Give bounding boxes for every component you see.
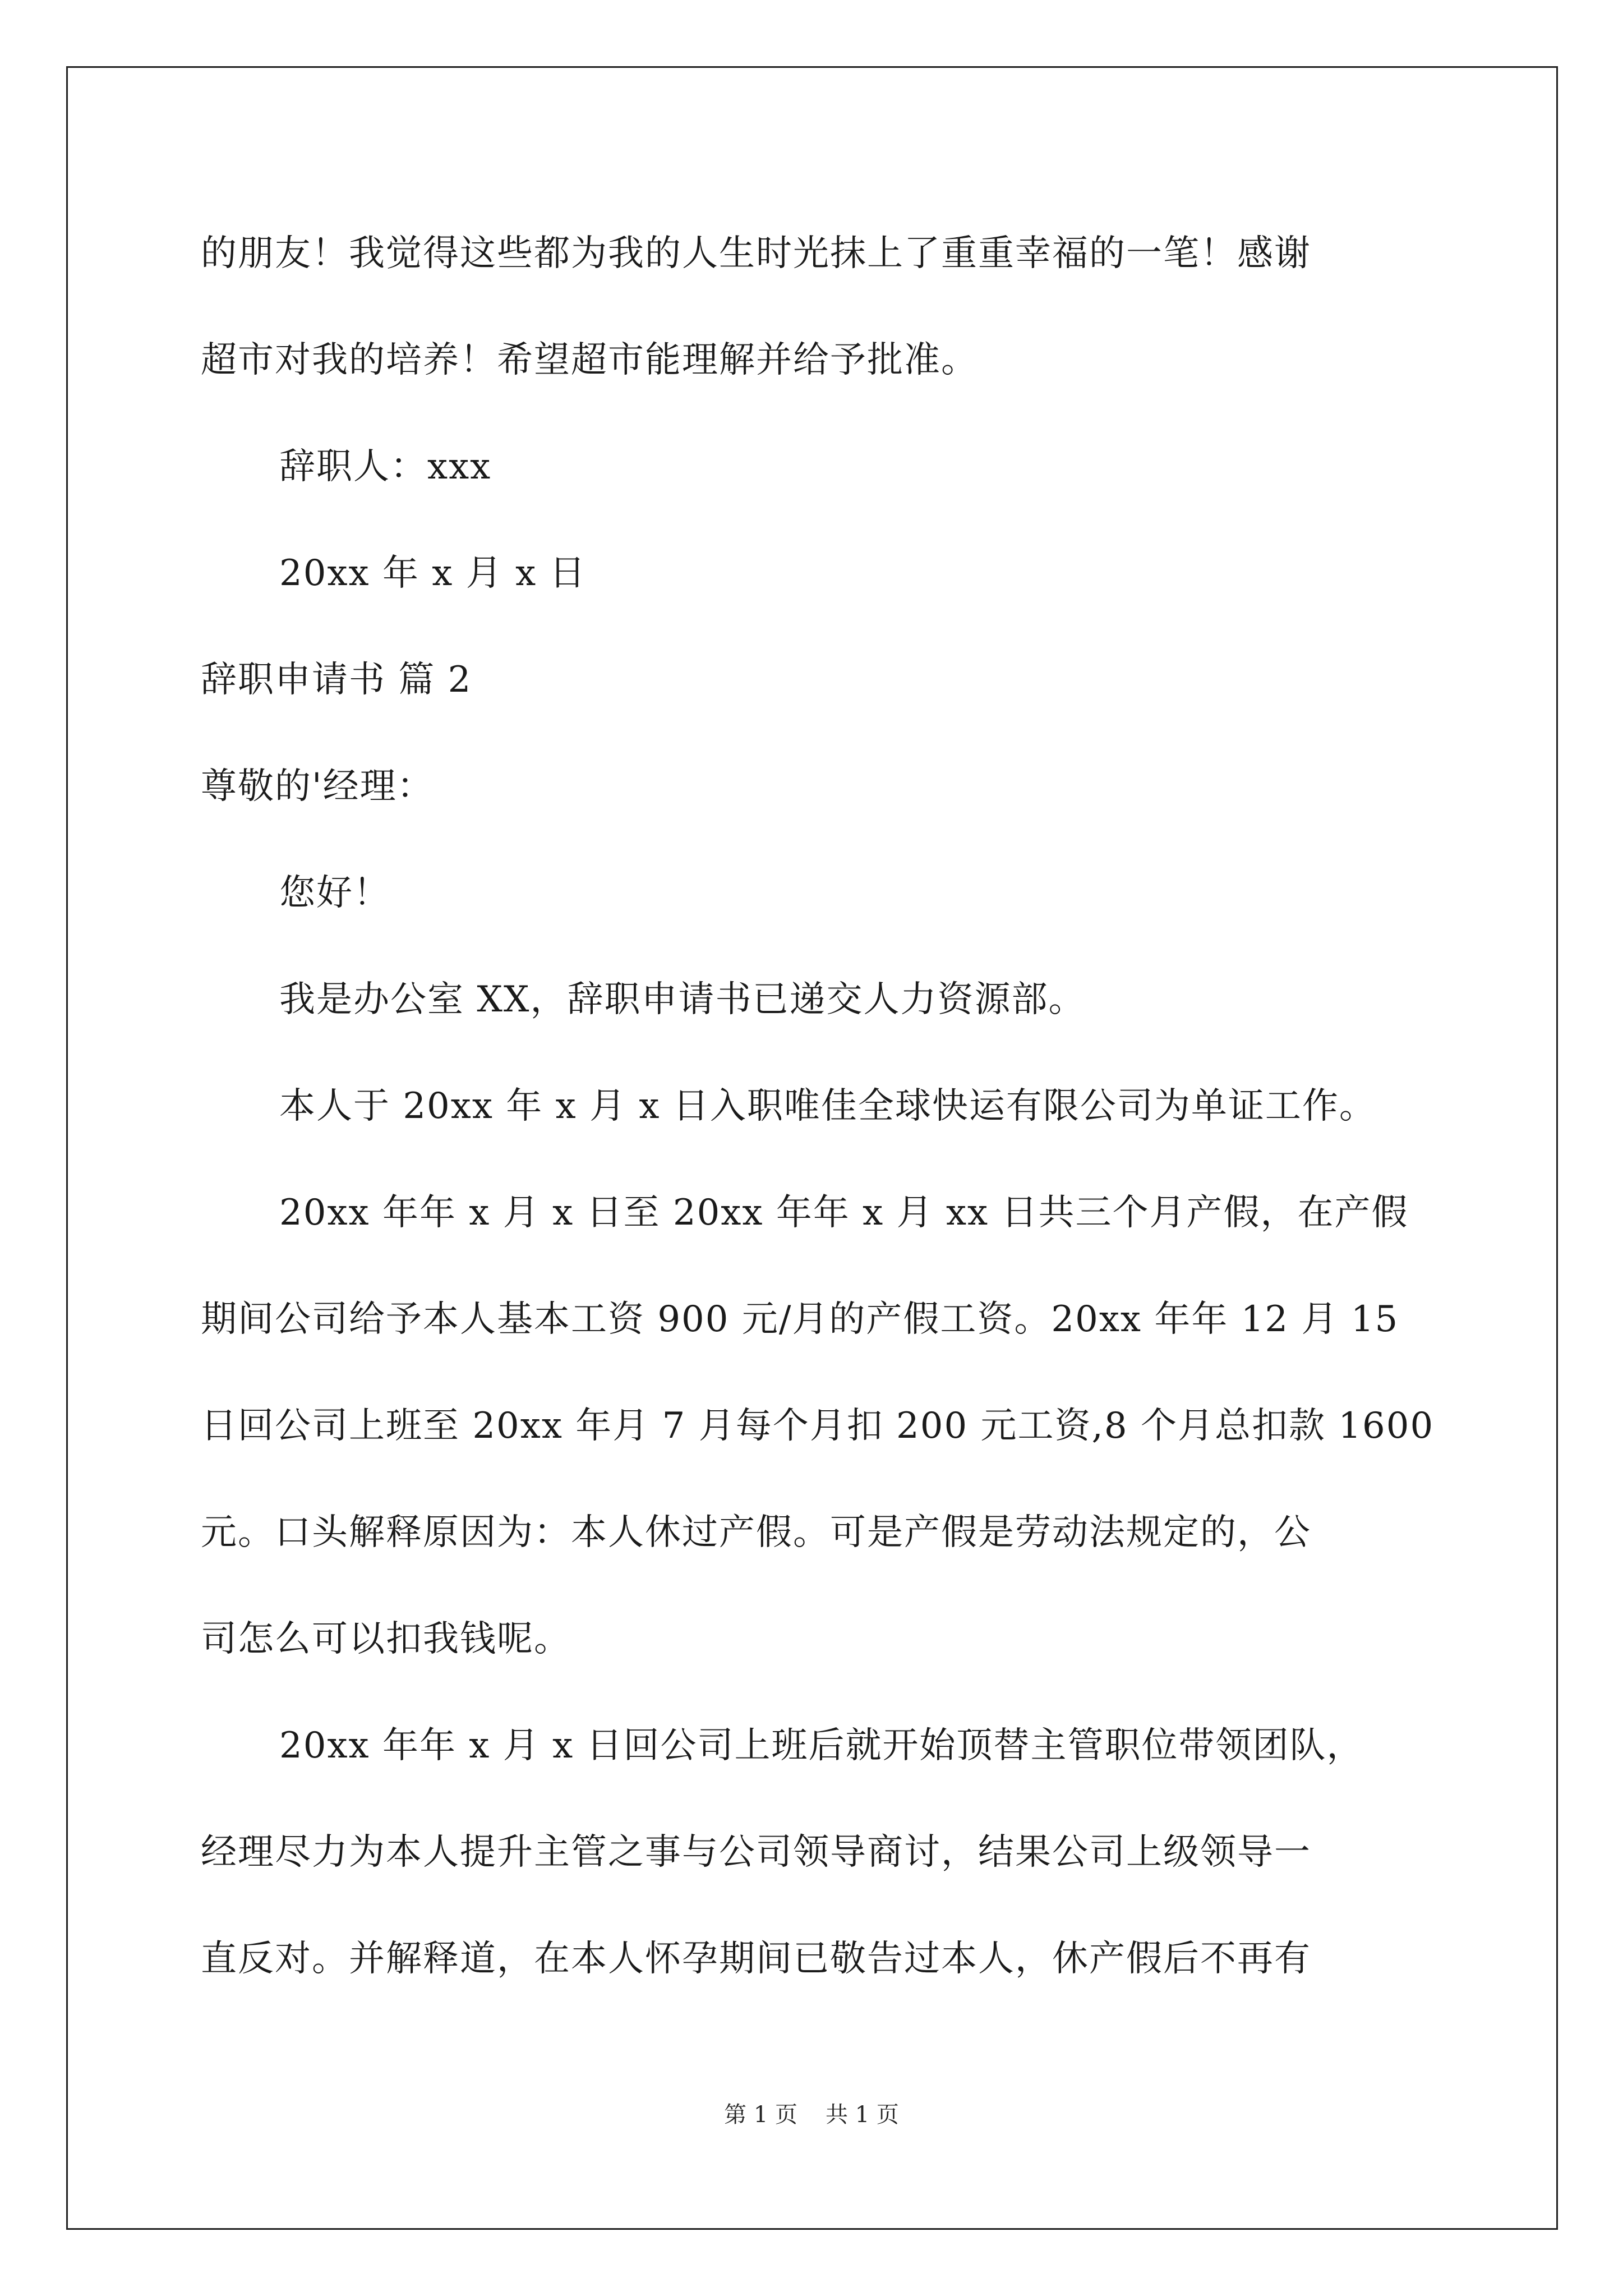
page-border	[66, 66, 1558, 2230]
signature-line: 辞职人：xxx	[279, 446, 492, 487]
text-line-12: 日回公司上班至 20xx 年月 7 月每个月扣 200 元工资,8 个月总扣款 1600	[201, 1405, 1435, 1447]
section-heading: 辞职申请书 篇 2	[201, 659, 472, 701]
text-line-17: 直反对。并解释道，在本人怀孕期间已敬告过本人，休产假后不再有	[201, 1938, 1311, 1980]
text-line-14: 司怎么可以扣我钱呢。	[201, 1618, 571, 1660]
text-line-11: 期间公司给予本人基本工资 900 元/月的产假工资。20xx 年年 12 月 15	[201, 1299, 1399, 1340]
page-number: 第 1 页	[724, 2102, 797, 2128]
salutation: 尊敬的'经理：	[201, 766, 434, 807]
text-line-2: 超市对我的培养！希望超市能理解并给予批准。	[201, 339, 978, 381]
greeting: 您好！	[279, 872, 390, 914]
text-line-1: 的朋友！我觉得这些都为我的人生时光抹上了重重幸福的一笔！感谢	[201, 233, 1311, 274]
date-line: 20xx 年 x 月 x 日	[279, 553, 587, 594]
text-line-9: 本人于 20xx 年 x 月 x 日入职唯佳全球快运有限公司为单证工作。	[279, 1085, 1376, 1127]
text-line-13: 元。口头解释原因为：本人休过产假。可是产假是劳动法规定的，公	[201, 1512, 1311, 1553]
text-line-8: 我是办公室 XX，辞职申请书已递交人力资源部。	[279, 979, 1086, 1020]
page-footer	[0, 2101, 1623, 2129]
text-line-15: 20xx 年年 x 月 x 日回公司上班后就开始顶替主管职位带领团队，	[279, 1725, 1364, 1766]
text-line-16: 经理尽力为本人提升主管之事与公司领导商讨，结果公司上级领导一	[201, 1832, 1311, 1873]
page-total: 共 1 页	[826, 2102, 899, 2128]
text-line-10: 20xx 年年 x 月 x 日至 20xx 年年 x 月 xx 日共三个月产假，在产假	[279, 1192, 1409, 1234]
